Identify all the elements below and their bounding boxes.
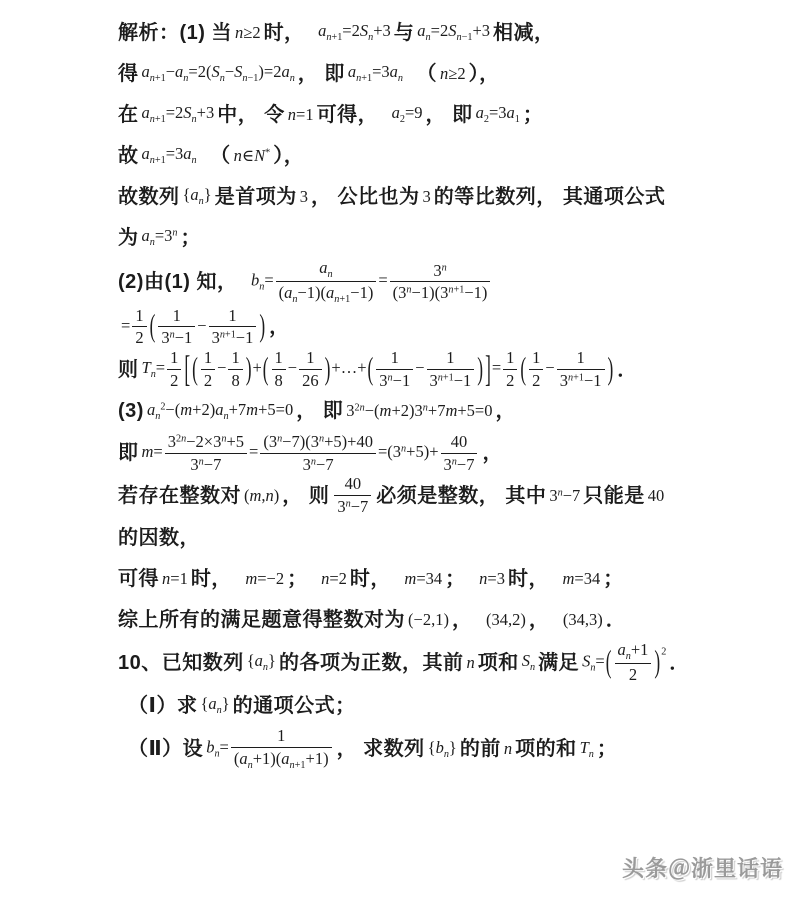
text-run: （: [406, 62, 438, 85]
text-run: 时，: [190, 567, 243, 590]
math-expression: m= $\frac{3^{2n}-2\times 3^n+5}{3^n-7}$ = $\frac{(3^n-7)(3^n+5)+40}{3^n-7}$ $=(3^n+5)+$ $\frac{40}{3^n-7}$: [139, 432, 483, 475]
text-run: ， 即: [297, 62, 345, 85]
math-expression: $T_n=$ $\frac{1}{2}$ [ ( $\frac{1}{2}$ − $\frac{1}{8}$ ) + ( $\frac{1}{8}$ − $\frac{1}{26}$ ) +…+ ( $\frac{1}{3^n-1}$ − $\frac{1}{3^{n+1}-1}$ ) ] = $\frac{1}{2}$ ( $\frac{1}{2}$ − $\frac{1}{3^{n+1}-1}$ ): [141, 348, 614, 391]
text-run: 得: [118, 62, 139, 85]
math-expression: 3: [299, 186, 308, 206]
math-expression: $T_n$: [579, 737, 594, 760]
math-expression: $a_2=3a_1$: [475, 103, 520, 126]
math-expression: $3^{2n}-(m+2)3^n+7m+5=0$: [346, 401, 493, 421]
text-run: ．: [605, 608, 627, 631]
text-run: (2)由(1) 知，: [118, 270, 248, 293]
text-run: ；: [180, 226, 202, 249]
text-line-13: [118, 517, 743, 558]
math-expression: 3: [422, 186, 431, 206]
math-expression: n∈N*: [233, 145, 271, 165]
text-line-11: [118, 432, 743, 475]
math-expression: $a_{n+1}=2S_n+3$: [318, 21, 391, 44]
math-expression: (m,n): [244, 485, 280, 505]
math-expression: $\{a_n\}$: [182, 185, 212, 208]
text-line-17: [118, 685, 743, 726]
text-run: ），: [273, 144, 305, 167]
text-line-4: [118, 135, 743, 176]
math-expression: $b_n=$ $\frac{a_n}{(a_n-1)(a_{n+1}-1)}$ = $\frac{3^n}{(3^n-1)(3^{n+1}-1)}$: [248, 258, 495, 306]
math-expression: $3^n-7$: [549, 485, 581, 505]
text-line-5: [118, 176, 743, 217]
text-run: 时，: [507, 567, 560, 590]
text-line-12: [118, 474, 743, 517]
text-run: 10、已知数列: [118, 651, 244, 674]
text-run: 满足: [538, 651, 580, 674]
text-line-15: [118, 599, 743, 640]
math-expression: m=34: [404, 568, 443, 588]
text-line-1: [118, 12, 743, 53]
math-expression: $a_{n+1}-a_n=2(S_n-S_{n-1})=2a_n$: [141, 62, 295, 85]
text-line-10: [118, 391, 743, 432]
text-run: ，: [528, 608, 560, 631]
text-run: 的通项公式；: [232, 694, 356, 717]
text-run: 是首项为: [214, 185, 297, 208]
text-run: 解析：(1) 当: [118, 21, 232, 44]
math-expression: m=−2: [245, 568, 285, 588]
text-run: 与: [393, 21, 415, 44]
text-run: ， 公比也为: [310, 185, 420, 208]
text-line-8: [118, 306, 743, 349]
text-run: ，: [482, 442, 503, 465]
text-run: 为: [118, 226, 139, 249]
math-expression: n=3: [479, 568, 505, 588]
text-run: ．: [669, 651, 690, 674]
text-run: ；: [445, 567, 477, 590]
text-run: ， 求数列: [336, 737, 425, 760]
text-line-18: [118, 726, 743, 771]
text-run: ， 即: [425, 103, 473, 126]
math-expression: $a_n=3^n$: [141, 226, 178, 249]
math-expression: n≥2: [235, 22, 261, 42]
math-expression: (−2,1): [408, 609, 449, 629]
text-run: 的因数，: [118, 526, 200, 549]
text-run: (3): [118, 400, 144, 423]
math-expression: $\frac{40}{3^n-7}$: [329, 474, 376, 517]
text-run: ；: [596, 737, 618, 760]
math-expression: n=2: [321, 568, 347, 588]
math-expression: $b_n=$ $\frac{1}{(a_n+1)(a_{n+1}+1)}$: [203, 726, 336, 771]
text-run: 可得，: [316, 103, 389, 126]
math-expression: (34,3): [562, 609, 603, 629]
document-body: [118, 12, 743, 771]
text-line-6: [118, 217, 743, 258]
math-expression: n: [466, 652, 475, 672]
text-run: ，: [451, 608, 483, 631]
text-run: ， 则: [282, 484, 330, 507]
math-expression: $S_n=$ ( $\frac{a_n+1}{2}$ ) $^2$: [582, 640, 667, 685]
text-run: ， 即: [296, 400, 344, 423]
text-run: ；: [603, 567, 624, 590]
math-expression: n=1: [162, 568, 188, 588]
math-expression: $a_{n+1}=2S_n+3$: [141, 103, 215, 126]
text-run: 可得: [118, 567, 159, 590]
text-run: 项的和: [515, 737, 577, 760]
text-line-9: [118, 348, 743, 391]
text-run: ；: [287, 567, 319, 590]
text-line-16: [118, 640, 743, 685]
text-run: 故数列: [118, 185, 180, 208]
text-run: 的各项为正数，其前: [278, 651, 464, 674]
math-expression: = $\frac{1}{2}$ ( $\frac{1}{3^n-1}$ − $\frac{1}{3^{n+1}-1}$ ): [121, 305, 266, 348]
math-expression: $\{b_n\}$: [427, 737, 457, 760]
math-expression: $S_n$: [521, 651, 536, 674]
watermark: 头条＠浙里话语: [621, 856, 783, 881]
math-expression: $\{a_n\}$: [200, 694, 230, 717]
math-expression: $a_{n+1}=3a_n$: [141, 144, 197, 167]
text-run: ），: [468, 62, 500, 85]
math-expression: 40: [647, 485, 665, 505]
math-expression: m=34: [562, 568, 601, 588]
math-expression: $a_2=9$: [391, 103, 423, 126]
text-run: 相减，: [493, 21, 555, 44]
text-run: ．: [617, 358, 638, 381]
text-run: （Ⅱ）设: [128, 737, 204, 760]
text-run: （Ⅰ）求: [128, 694, 198, 717]
math-expression: $a_{n+1}=3a_n$: [347, 62, 404, 85]
text-run: 时，: [263, 21, 316, 44]
text-line-2: [118, 53, 743, 94]
text-run: 综上所有的满足题意得整数对为: [118, 608, 405, 631]
text-run: 只能是: [583, 484, 645, 507]
text-run: 项和: [477, 651, 519, 674]
text-run: ，: [495, 400, 516, 423]
text-run: 时，: [349, 567, 402, 590]
math-expression: $\{a_n\}$: [246, 651, 276, 674]
text-run: 若存在整数对: [118, 484, 241, 507]
math-expression: n=1: [287, 104, 314, 124]
text-line-3: [118, 94, 743, 135]
text-run: 必须是整数， 其中: [376, 484, 547, 507]
text-run: 则: [118, 358, 139, 381]
text-run: ；: [522, 103, 544, 126]
text-run: 中， 令: [217, 103, 285, 126]
text-run: 的前: [459, 737, 501, 760]
text-run: 故: [118, 144, 139, 167]
text-run: （: [199, 144, 231, 167]
math-expression: $a_n^2-(m+2)a_n+7m+5=0$: [146, 400, 294, 423]
math-expression: (34,2): [485, 609, 526, 629]
text-line-7: [118, 258, 743, 306]
text-run: ，: [269, 315, 290, 338]
text-run: 的等比数列， 其通项公式: [433, 185, 666, 208]
math-expression: n≥2: [440, 63, 466, 83]
math-expression: $a_n=2S_{n-1}+3$: [417, 21, 490, 44]
text-run: 即: [118, 442, 139, 465]
text-line-14: [118, 558, 743, 599]
text-run: 在: [118, 103, 139, 126]
math-expression: n: [503, 738, 513, 758]
